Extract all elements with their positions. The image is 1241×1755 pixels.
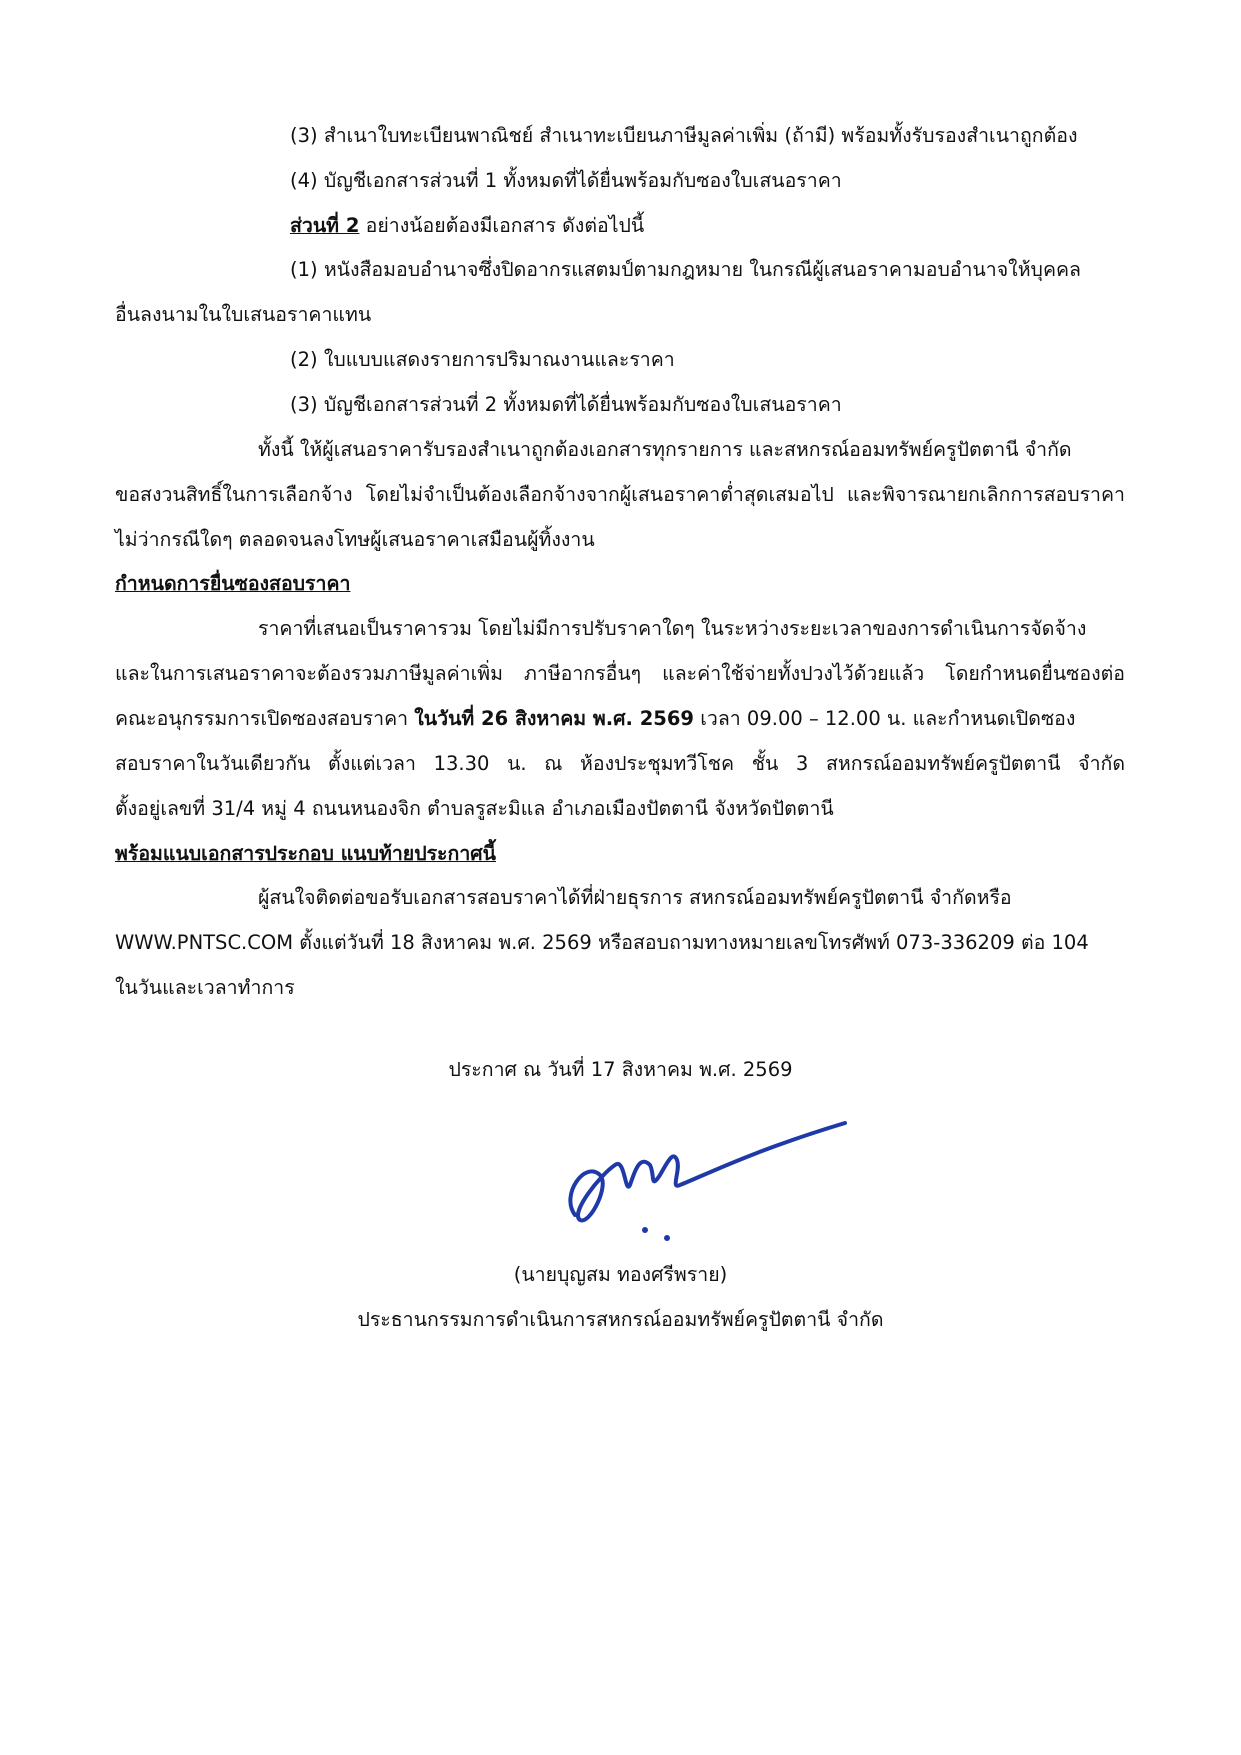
signatory-name: (นายบุญสม ทองศรีพราย) [513, 1263, 728, 1286]
doc-line: ราคาที่เสนอเป็นราคารวม โดยไม่มีการปรับราคาใดๆ ในระหว่างระยะเวลาของการดำเนินการจัดจ้าง [258, 617, 1087, 640]
text-run: คณะอนุกรรมการเปิดซองสอบราคา [115, 707, 415, 730]
doc-line [290, 204, 1125, 248]
doc-line: (1) หนังสือมอบอำนาจซึ่งปิดอากรแสตมป์ตามกฎหมาย ในกรณีผู้เสนอราคามอบอำนาจให้บุคคล [290, 258, 1081, 281]
doc-line: (3) สำเนาใบทะเบียนพาณิชย์ สำเนาทะเบียนภาษีมูลค่าเพิ่ม (ถ้ามี) พร้อมทั้งรับรองสำเนาถูกต้อง [290, 124, 1078, 147]
doc-line: อื่นลงนามในใบเสนอราคาแทน [115, 303, 372, 326]
section-text: อย่างน้อยต้องมีเอกสาร ดังต่อไปนี้ [359, 214, 645, 237]
section-label: ส่วนที่ 2 [290, 214, 360, 237]
signatory-title: ประธานกรรมการดำเนินการสหกรณ์ออมทรัพย์ครูปัตตานี จำกัด [357, 1308, 884, 1331]
doc-line: ขอสงวนสิทธิ์ในการเลือกจ้าง โดยไม่จำเป็นต้องเลือกจ้างจากผู้เสนอราคาต่ำสุดเสมอไป และพิจารณายกเลิกการสอบราคา [115, 483, 1125, 506]
doc-line: และในการเสนอราคาจะต้องรวมภาษีมูลค่าเพิ่ม ภาษีอากรอื่นๆ และค่าใช้จ่ายทั้งปวงไว้ด้วยแล้ว โดยกำหนดยื่นซองต่อ [115, 662, 1125, 685]
doc-line [115, 697, 1125, 741]
doc-line: (2) ใบแบบแสดงรายการปริมาณงานและราคา [290, 348, 675, 371]
text-run: เวลา 09.00 – 12.00 น. และกำหนดเปิดซอง [694, 707, 1076, 730]
doc-line: ทั้งนี้ ให้ผู้เสนอราคารับรองสำเนาถูกต้องเอกสารทุกรายการ และสหกรณ์ออมทรัพย์ครูปัตตานี จำกัด [258, 438, 1072, 461]
doc-line: ตั้งอยู่เลขที่ 31/4 หมู่ 4 ถนนหนองจิก ตำบลรูสะมิแล อำเภอเมืองปัตตานี จังหวัดปัตตานี [115, 797, 834, 820]
doc-line: (3) บัญชีเอกสารส่วนที่ 2 ทั้งหมดที่ได้ยื่นพร้อมกับซองใบเสนอราคา [290, 393, 842, 416]
section-heading: กำหนดการยื่นซองสอบราคา [115, 572, 351, 595]
announce-date: ประกาศ ณ วันที่ 17 สิงหาคม พ.ศ. 2569 [448, 1058, 793, 1081]
doc-line: สอบราคาในวันเดียวกัน ตั้งแต่เวลา 13.30 น. ณ ห้องประชุมทวีโชค ชั้น 3 สหกรณ์ออมทรัพย์ครูปัตตานี จำกัด [115, 752, 1125, 775]
doc-line: ไม่ว่ากรณีใดๆ ตลอดจนลงโทษผู้เสนอราคาเสมือนผู้ทิ้งงาน [115, 528, 595, 551]
doc-line: (4) บัญชีเอกสารส่วนที่ 1 ทั้งหมดที่ได้ยื่นพร้อมกับซองใบเสนอราคา [290, 169, 842, 192]
doc-line: ในวันและเวลาทำการ [115, 976, 295, 999]
doc-line: WWW.PNTSC.COM ตั้งแต่วันที่ 18 สิงหาคม พ.ศ. 2569 หรือสอบถามทางหมายเลขโทรศัพท์ 073-336209 ต่อ 104 [115, 931, 1089, 954]
signature-image [555, 1105, 855, 1245]
bold-date: ในวันที่ 26 สิงหาคม พ.ศ. 2569 [414, 707, 695, 730]
section-heading: พร้อมแนบเอกสารประกอบ แนบท้ายประกาศนี้ [115, 842, 496, 865]
doc-line: ผู้สนใจติดต่อขอรับเอกสารสอบราคาได้ที่ฝ่ายธุรการ สหกรณ์ออมทรัพย์ครูปัตตานี จำกัดหรือ [258, 886, 1012, 909]
